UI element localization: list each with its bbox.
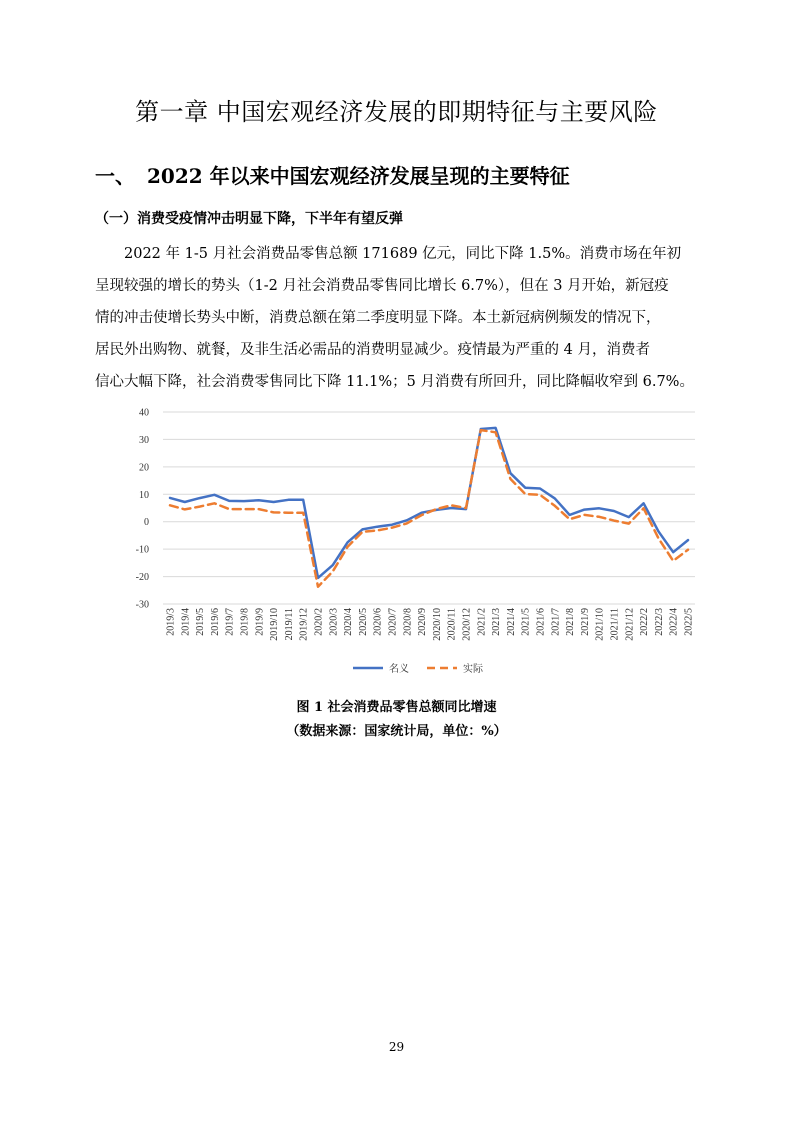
x-tick-label: 2019/6 — [209, 608, 221, 636]
x-tick-label: 2021/4 — [505, 608, 517, 636]
y-tick-label: 10 — [139, 489, 149, 501]
x-tick-label: 2019/9 — [254, 608, 266, 636]
x-tick-label: 2020/3 — [328, 608, 340, 636]
x-tick-label: 2021/3 — [491, 608, 503, 636]
y-tick-label: 40 — [139, 407, 149, 419]
series-line-nominal — [170, 428, 688, 578]
body-paragraph — [95, 238, 695, 398]
section-title — [95, 160, 570, 189]
x-tick-label: 2019/4 — [180, 608, 192, 636]
y-tick-label: 20 — [139, 462, 149, 474]
x-tick-label: 2020/5 — [357, 608, 369, 636]
x-tick-label: 2020/12 — [461, 608, 473, 641]
y-tick-label: -30 — [135, 599, 149, 611]
x-tick-label: 2019/8 — [239, 608, 251, 636]
x-tick-label: 2021/10 — [594, 608, 606, 641]
x-tick-label: 2021/6 — [535, 608, 547, 636]
x-tick-label: 2019/12 — [298, 608, 310, 641]
x-tick-label: 2020/7 — [387, 608, 399, 636]
x-tick-label: 2022/2 — [639, 608, 651, 636]
paragraph-line: 居民外出购物、就餐，及非生活必需品的消费明显减少。疫情最为严重的 4 月，消费者 — [95, 342, 650, 358]
x-tick-label: 2021/2 — [476, 608, 488, 636]
y-tick-label: -20 — [135, 572, 149, 584]
x-tick-label: 2021/12 — [624, 608, 636, 641]
x-tick-label: 2019/5 — [195, 608, 207, 636]
retail-sales-chart — [125, 400, 705, 690]
x-tick-label: 2020/6 — [372, 608, 384, 636]
figure-caption: 图 1 社会消费品零售总额同比增速 — [296, 700, 497, 715]
x-tick-label: 2021/8 — [565, 608, 577, 636]
chart-svg — [125, 400, 705, 690]
section-title-text: 2022 年以来中国宏观经济发展呈现的主要特征 — [147, 164, 570, 188]
paragraph-line: 情的冲击使增长势头中断，消费总额在第二季度明显下降。本土新冠病例频发的情况下， — [95, 310, 661, 326]
x-tick-label: 2019/3 — [165, 608, 177, 636]
x-tick-label: 2021/7 — [550, 608, 562, 636]
x-tick-label: 2020/9 — [417, 608, 429, 636]
legend-label: 名义 — [389, 664, 409, 675]
x-tick-label: 2021/5 — [520, 608, 532, 636]
y-tick-label: 30 — [139, 434, 149, 446]
x-tick-label: 2021/11 — [609, 608, 621, 641]
x-tick-label: 2020/11 — [446, 608, 458, 641]
x-tick-label: 2019/11 — [283, 608, 295, 641]
x-tick-label: 2022/4 — [668, 608, 680, 636]
y-tick-label: -10 — [135, 544, 149, 556]
section-number: 一、 — [95, 164, 135, 188]
x-tick-label: 2020/8 — [402, 608, 414, 636]
x-tick-label: 2020/10 — [431, 608, 443, 641]
x-tick-label: 2020/4 — [343, 608, 355, 636]
paragraph-line: 呈现较强的增长的势头（1-2 月社会消费品零售同比增长 6.7%），但在 3 月开始，新冠疫 — [95, 278, 669, 294]
page-number: 29 — [388, 1040, 405, 1054]
x-tick-label: 2022/3 — [653, 608, 665, 636]
series-line-real — [170, 430, 688, 587]
paragraph-line: 2022 年 1-5 月社会消费品零售总额 171689 亿元，同比下降 1.5%。消费市场在年初 — [124, 246, 682, 262]
chapter-title: 第一章 中国宏观经济发展的即期特征与主要风险 — [135, 98, 658, 126]
subsection-title: （一）消费受疫情冲击明显下降，下半年有望反弹 — [95, 211, 403, 227]
paragraph-line: 信心大幅下降，社会消费零售同比下降 11.1%；5 月消费有所回升，同比降幅收窄到 6.7%。 — [95, 374, 694, 390]
legend-label: 实际 — [463, 664, 483, 675]
x-tick-label: 2022/5 — [683, 608, 695, 636]
y-tick-label: 0 — [144, 517, 149, 529]
figure-source: （数据来源：国家统计局，单位：%） — [286, 724, 507, 739]
x-tick-label: 2019/10 — [269, 608, 281, 641]
x-tick-label: 2020/2 — [313, 608, 325, 636]
x-tick-label: 2019/7 — [224, 608, 236, 636]
x-tick-label: 2021/9 — [579, 608, 591, 636]
